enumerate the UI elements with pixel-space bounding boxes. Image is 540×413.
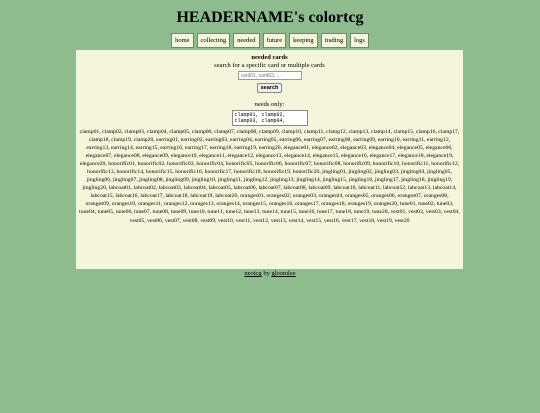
card-search-input[interactable] xyxy=(238,71,302,80)
footer-link-neotcg[interactable]: neotcg xyxy=(244,270,262,277)
page-title: HEADERNAME's colortcg xyxy=(176,9,364,26)
nav-needed[interactable]: needed xyxy=(233,33,259,48)
footer-by-text: by xyxy=(261,270,272,277)
nav-home[interactable]: home xyxy=(171,33,193,48)
footer-link-gloomlee[interactable]: gloomlee xyxy=(271,270,296,277)
footer xyxy=(0,270,540,277)
content-panel xyxy=(76,50,463,269)
nav-bar xyxy=(0,33,540,48)
nav-collecting[interactable]: collecting xyxy=(197,33,231,48)
search-instructions: search for a specific card or multiple cards xyxy=(214,62,325,69)
nav-keeping[interactable]: keeping xyxy=(289,33,318,48)
needs-only-label: needs only: xyxy=(254,101,285,108)
nav-future[interactable]: future xyxy=(263,33,287,48)
search-button[interactable]: search xyxy=(257,83,283,93)
needs-only-textarea[interactable]: clamp01, clamp02, clamp03, clamp04, xyxy=(232,110,308,126)
needed-card-list: clamp01, clamp02, clamp03, clamp04, clamp05, clamp06, clamp07, clamp08, clamp09, clamp10, clamp11, clamp12, clamp13, clamp14, clamp15, clamp16, clamp17, clamp18, clamp19, clamp20, earring01, earring02, earring03, earring04, earring05, earring06, earring07, earring08, earring09, earring10, earring11, earring12, earring13, earring14, earring15, earring16, earring17, earring18, earring19, earring20, elegance01, elegance02, elegance03, elegance04, elegance05, elegance06, elegance07, elegance08, elegance09, elegance10, elegance11, elegance12, elegance13, elegance14, elegance15, elegance16, elegance17, elegance18, elegance19, elegance20, honorific01, honorific02, honorific03, honorific04, honorific05, honorific06, honorific07, honorific08, honorific09, honorific10, honorific11, honorific12, honorific13, honorific14, honorific15, honorific16, honorific17, honorific18, honorific19, honorific20, jingling01, jingling02, jingling03, jingling04, jingling05, jingling06, jingling07, jingling08, jingling09, jingling10, jingling11, jingling12, jingling13, jingling14, jingling15, jingling16, jingling17, jingling18, jingling19, jingling20, labcoat01, labcoat02, labcoat03, labcoat04, labcoat05, labcoat06, labcoat07, labcoat08, labcoat09, labcoat10, labcoat11, labcoat12, labcoat13, labcoat14, labcoat15, labcoat16, labcoat17, labcoat18, labcoat19, labcoat20, oranges01, oranges02, oranges03, oranges04, oranges05, oranges06, oranges07, oranges08, oranges09, oranges10, oranges11, oranges12, oranges13, oranges14, oranges15, oranges16, oranges17, oranges18, oranges19, oranges20, tune01, tune02, tune03, tune04, tune05, tune06, tune07, tune08, tune09, tune10, tune11, tune12, tune13, tune14, tune15, tune16, tune17, tune18, tune19, tune20, vest01, vest02, vest03, vest04, vest05, vest06, vest07, vest08, vest09, vest10, vest11, vest12, vest13, vest14, vest15, vest16, vest17, vest18, vest19, vest20 xyxy=(79,129,460,224)
nav-logs[interactable]: logs xyxy=(350,33,369,48)
panel-title: needed cards xyxy=(251,54,288,61)
nav-trading[interactable]: trading xyxy=(321,33,347,48)
